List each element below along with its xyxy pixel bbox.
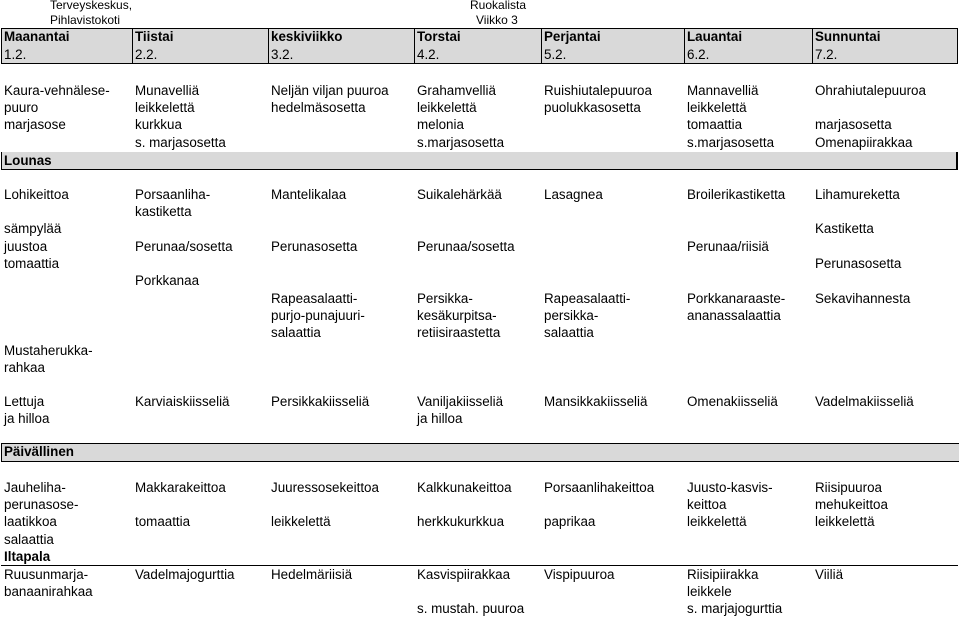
date-monday: 1.2. (4, 47, 27, 62)
header-left-line2: Pihlavistokoti (50, 13, 121, 27)
breakfast-sunday: Ohrahiutalepuuroa marjasosetta Omenapiirakkaa (815, 83, 926, 150)
evening-monday: Ruusunmarja- banaanirahkaa (4, 567, 93, 600)
evening-wednesday: Hedelmäriisiä (271, 567, 353, 582)
lunch-sunday: Lihamureketta Kastiketta Perunasosetta (815, 187, 902, 271)
date-friday: 5.2. (544, 47, 567, 62)
day-friday: Perjantai (544, 29, 601, 44)
section-bar-lunch (1, 152, 958, 170)
breakfast-saturday: Mannavelliä leikkelettä tomaattia s.marjasosetta (687, 83, 775, 150)
day-wednesday: keskiviikko (271, 29, 343, 44)
dinner-thursday: Kalkkunakeittoa herkkukurkkua (417, 480, 512, 530)
dinner-friday: Porsaanlihakeittoa paprikaa (544, 480, 655, 530)
salad-sunday: Sekavihannesta (815, 291, 911, 306)
dinner-monday: Jauheliha- perunasose- laatikkoa salaattia (4, 480, 79, 547)
breakfast-tuesday: Munavelliä leikkelettä kurkkua s. marjasosetta (135, 83, 226, 150)
grid-line (268, 28, 269, 64)
grid-line (684, 28, 685, 64)
breakfast-monday: Kaura-vehnälese- puuro marjasose (4, 83, 110, 133)
grid-line (1, 28, 2, 64)
day-saturday: Lauantai (687, 29, 743, 44)
lunch-monday: Lohikeittoa sämpylää juustoa tomaattia (4, 187, 69, 271)
grid-line (812, 28, 813, 64)
dinner-saturday: Juusto-kasvis- keittoa leikkelettä (687, 480, 773, 530)
dessert-sunday: Vadelmakiisseliä (815, 394, 914, 409)
dessert-tuesday: Karviaiskiisseliä (135, 394, 230, 409)
day-sunday: Sunnuntai (815, 29, 881, 44)
grid-line (132, 28, 133, 64)
grid-line (957, 28, 958, 64)
salad-friday: Rapeasalaatti- persikka- salaattia (544, 291, 631, 341)
breakfast-thursday: Grahamvelliä leikkelettä melonia s.marjasosetta (417, 83, 505, 150)
dessert-monday: Lettuja ja hilloa (4, 394, 50, 427)
grid-line (414, 28, 415, 64)
date-saturday: 6.2. (687, 47, 710, 62)
salad-saturday: Porkkanaraaste- ananassalaattia (687, 291, 786, 324)
date-tuesday: 2.2. (135, 47, 158, 62)
section-title-dinner: Päivällinen (4, 444, 74, 459)
date-thursday: 4.2. (417, 47, 440, 62)
breakfast-wednesday: Neljän viljan puuroa hedelmäsosetta (271, 83, 389, 116)
day-monday: Maanantai (4, 29, 70, 44)
dessert-thursday: Vaniljakiisseliä ja hilloa (417, 394, 504, 427)
evening-sunday: Viiliä (815, 567, 844, 582)
dinner-wednesday: Juuressosekeittoa leikkelettä (271, 480, 379, 530)
section-title-lunch: Lounas (4, 153, 52, 168)
section-bar-dinner (1, 443, 959, 462)
lunch-saturday: Broilerikastiketta Perunaa/riisiä (687, 187, 786, 254)
dessert-wednesday: Persikkakiisseliä (271, 394, 370, 409)
evening-saturday: Riisipiirakka leikkele s. marjajogurttia (687, 567, 783, 617)
dinner-sunday: Riisipuuroa mehukeittoa leikkelettä (815, 480, 888, 530)
salad-wednesday: Rapeasalaatti- purjo-punajuuri- salaattia (271, 291, 365, 341)
evening-tuesday: Vadelmajogurttia (135, 567, 235, 582)
day-tuesday: Tiistai (135, 29, 174, 44)
dessert-saturday: Omenakiisseliä (687, 394, 778, 409)
lunch-thursday: Suikalehärkää Perunaa/sosetta (417, 187, 515, 254)
salad-thursday: Persikka- kesäkurpitsa- retiisiraastetta (417, 291, 501, 341)
header-right-line2: Viikko 3 (476, 13, 518, 27)
date-wednesday: 3.2. (271, 47, 294, 62)
lunch-friday: Lasagnea (544, 187, 603, 202)
lunch-extra-monday: Mustaherukka- rahkaa (4, 343, 93, 376)
day-thursday: Torstai (417, 29, 461, 44)
section-title-evening: Iltapala (4, 549, 51, 564)
breakfast-friday: Ruishiutalepuuroa puolukkasosetta (544, 83, 652, 116)
lunch-tuesday: Porsaanliha- kastiketta Perunaa/sosetta Porkkanaa (135, 187, 233, 289)
dinner-tuesday: Makkarakeittoa tomaattia (135, 480, 226, 530)
date-sunday: 7.2. (815, 47, 838, 62)
grid-line (541, 28, 542, 64)
evening-friday: Vispipuuroa (544, 567, 615, 582)
lunch-wednesday: Mantelikalaa Perunasosetta (271, 187, 358, 254)
evening-thursday: Kasvispiirakkaa s. mustah. puuroa (417, 567, 525, 617)
header-left-line1: Terveyskeskus, (50, 0, 133, 12)
header-right-line1: Ruokalista (470, 0, 527, 12)
dessert-friday: Mansikkakiisseliä (544, 394, 648, 409)
